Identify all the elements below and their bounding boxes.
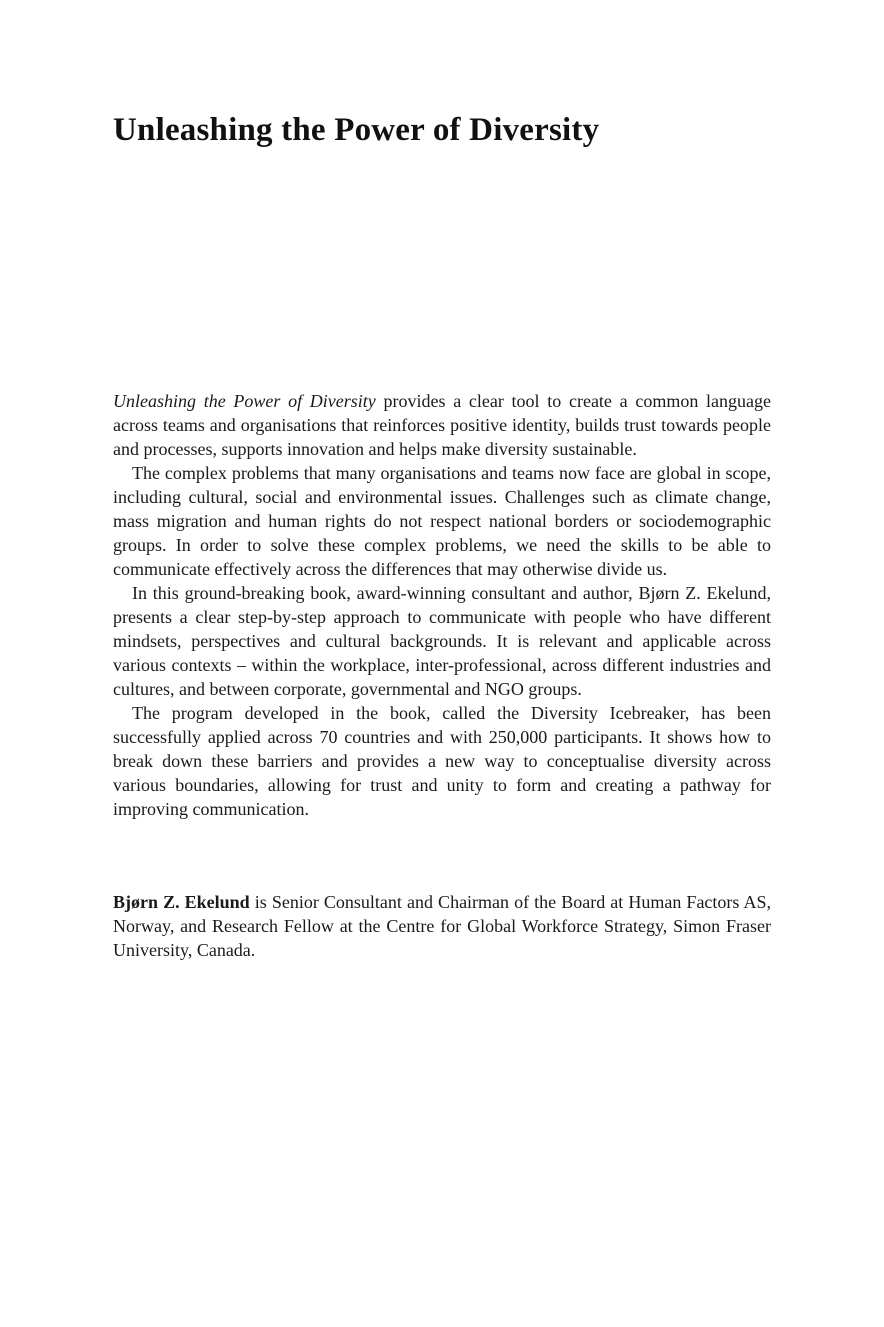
book-description — [113, 389, 771, 821]
description-paragraph-1 — [113, 389, 771, 461]
page-title: Unleashing the Power of Diversity — [113, 112, 600, 148]
author-name: Bjørn Z. Ekelund — [113, 892, 250, 912]
description-paragraph-2: The complex problems that many organisations and teams now face are global in scope, including cultural, social and environmental issues. Challenges such as climate change, mass migration and human rights do not respect national borders or sociodemographic groups. In order to solve these complex problems, we need the skills to be able to communicate effectively across the differences that may otherwise divide us. — [113, 463, 771, 579]
paragraph-text: provides a clear tool to create a common language across teams and organisations that reinforces positive identity, builds trust towards people and processes, supports innovation and helps make diversity sustainable. — [113, 391, 771, 459]
author-bio-text: is Senior Consultant and Chairman of the Board at Human Factors AS, Norway, and Research Fellow at the Centre for Global Workforce Strategy, Simon Fraser University, Canada. — [113, 892, 772, 960]
description-paragraph-4: The program developed in the book, called the Diversity Icebreaker, has been successfully applied across 70 countries and with 250,000 participants. It shows how to break down these barriers and provides a new way to conceptualise diversity across various boundaries, allowing for trust and unity to form and creating a pathway for improving communication. — [113, 703, 771, 819]
author-bio — [113, 890, 771, 962]
description-paragraph-3: In this ground-breaking book, award-winning consultant and author, Bjørn Z. Ekelund, presents a clear step-by-step approach to communicate with people who have different mindsets, perspectives and cultural backgrounds. It is relevant and applicable across various contexts – within the workplace, inter-professional, across different industries and cultures, and between corporate, governmental and NGO groups. — [113, 583, 771, 699]
book-title-italic: Unleashing the Power of Diversity — [113, 391, 376, 411]
